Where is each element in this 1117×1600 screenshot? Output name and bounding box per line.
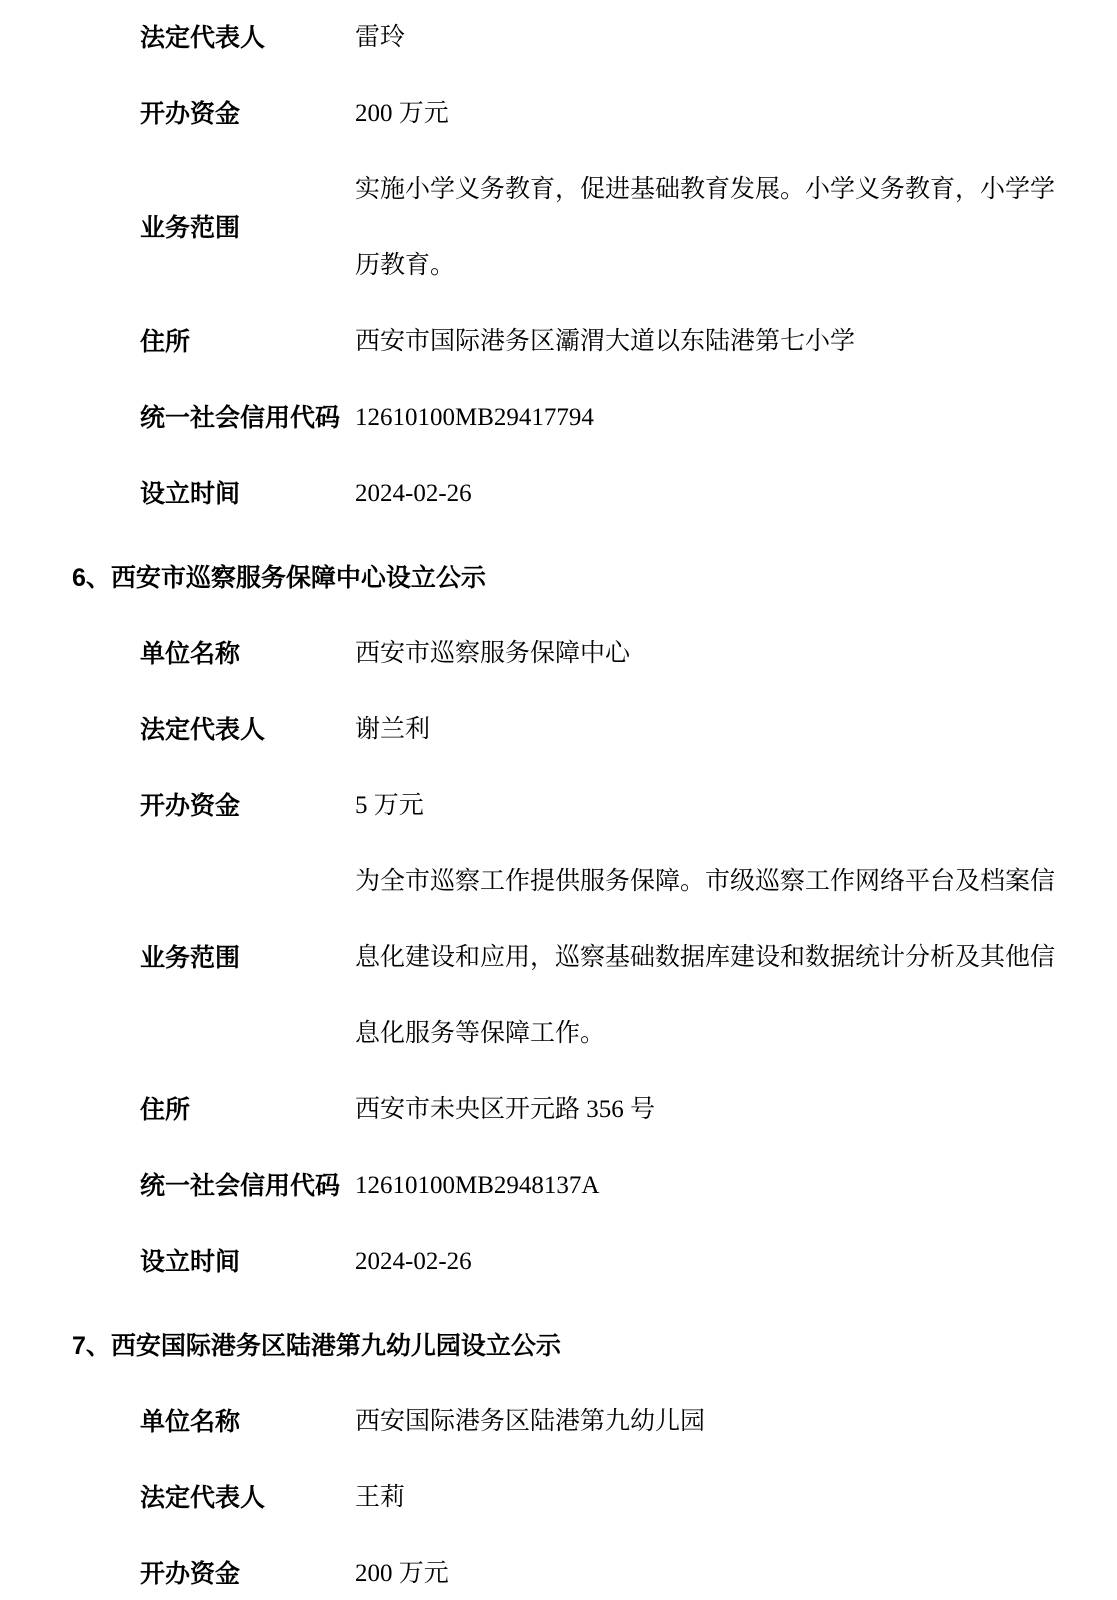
entry-section-5-continued [0, 0, 1117, 532]
field-value: 200 万元 [355, 1560, 449, 1587]
field-row-business-scope [0, 152, 1117, 304]
field-value-line: 息化服务等保障工作。 [355, 1020, 606, 1047]
field-row-establish-date [0, 456, 1117, 532]
field-value: 雷玲 [355, 24, 406, 51]
field-label: 单位名称 [140, 640, 241, 668]
field-row-establish-date [0, 1224, 1117, 1300]
field-value-line: 为全市巡察工作提供服务保障。市级巡察工作网络平台及档案信 [355, 868, 1056, 895]
field-row-unit-name [0, 1384, 1117, 1460]
field-value [355, 152, 1055, 304]
field-label: 法定代表人 [140, 1484, 266, 1512]
field-value: 200 万元 [355, 100, 449, 127]
field-label: 法定代表人 [140, 24, 266, 52]
field-row-credit-code [0, 380, 1117, 456]
field-value: 西安市巡察服务保障中心 [355, 640, 631, 667]
section-heading: 7、西安国际港务区陆港第九幼儿园设立公示 [72, 1332, 561, 1360]
field-value: 2024-02-26 [355, 480, 472, 507]
field-label: 设立时间 [140, 1248, 241, 1276]
field-row-legal-representative [0, 0, 1117, 76]
field-row-unit-name [0, 616, 1117, 692]
field-label: 住所 [140, 1096, 191, 1124]
field-value: 王莉 [355, 1484, 406, 1511]
entry-section-7 [0, 1308, 1117, 1600]
field-value: 2024-02-26 [355, 1248, 472, 1275]
field-row-legal-representative [0, 1460, 1117, 1536]
field-label: 住所 [140, 328, 191, 356]
field-row-address [0, 304, 1117, 380]
section-heading: 6、西安市巡察服务保障中心设立公示 [72, 564, 486, 592]
field-value: 西安国际港务区陆港第九幼儿园 [355, 1408, 706, 1435]
field-row-opening-funds [0, 1536, 1117, 1600]
field-label: 统一社会信用代码 [140, 404, 341, 432]
field-value-line: 息化建设和应用，巡察基础数据库建设和数据统计分析及其他信 [355, 944, 1056, 971]
field-row-business-scope [0, 844, 1117, 1072]
field-row-credit-code [0, 1148, 1117, 1224]
field-value: 西安市未央区开元路 356 号 [355, 1096, 656, 1123]
field-label: 开办资金 [140, 792, 241, 820]
field-row-opening-funds [0, 76, 1117, 152]
entry-section-6 [0, 540, 1117, 1300]
field-value-line: 实施小学义务教育，促进基础教育发展。小学义务教育，小学学 [355, 176, 1056, 203]
field-label: 业务范围 [140, 944, 241, 972]
field-label: 统一社会信用代码 [140, 1172, 341, 1200]
field-row-opening-funds [0, 768, 1117, 844]
field-value [355, 844, 1055, 1072]
field-value: 西安市国际港务区灞渭大道以东陆港第七小学 [355, 328, 856, 355]
field-value: 5 万元 [355, 792, 424, 819]
field-value: 谢兰利 [355, 716, 431, 743]
field-value: 12610100MB29417794 [355, 404, 594, 431]
field-value: 12610100MB2948137A [355, 1172, 600, 1199]
field-row-legal-representative [0, 692, 1117, 768]
field-label: 单位名称 [140, 1408, 241, 1436]
field-label: 法定代表人 [140, 716, 266, 744]
field-label: 开办资金 [140, 100, 241, 128]
field-value-line: 历教育。 [355, 252, 456, 279]
field-label: 开办资金 [140, 1560, 241, 1588]
field-label: 设立时间 [140, 480, 241, 508]
field-row-address [0, 1072, 1117, 1148]
field-label: 业务范围 [140, 214, 241, 242]
